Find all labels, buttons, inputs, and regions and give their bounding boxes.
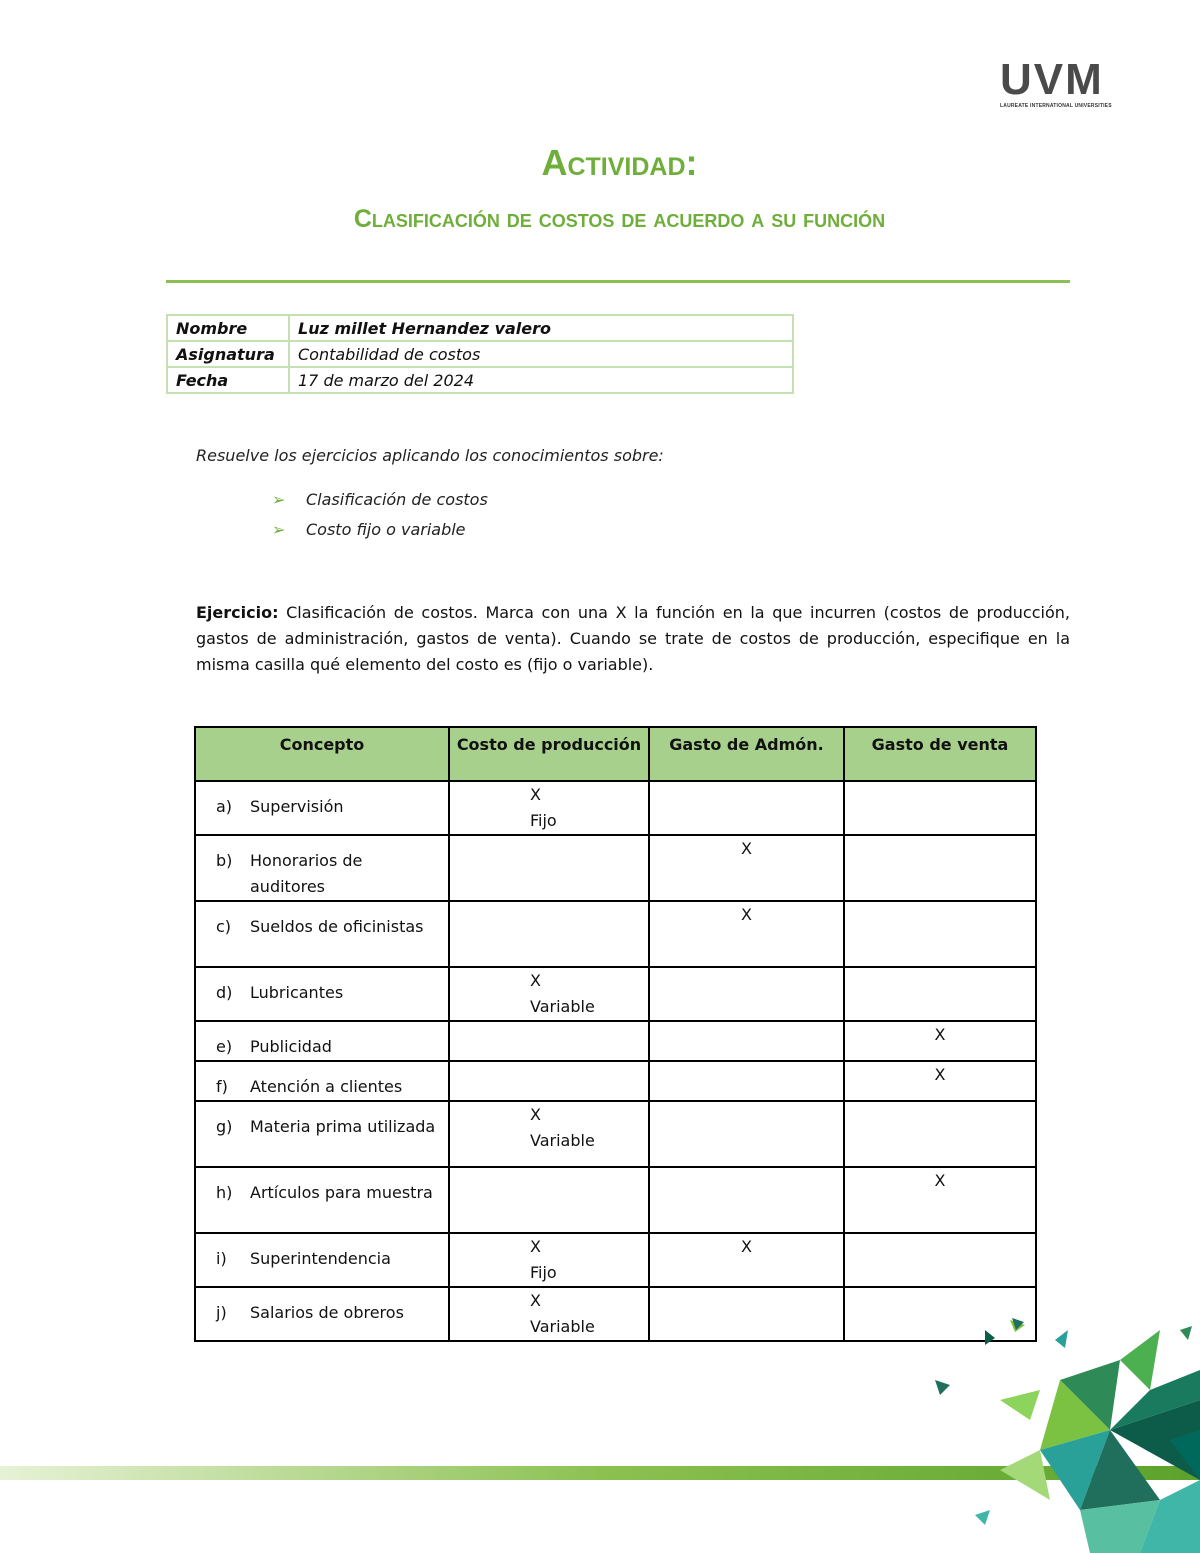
concept-name: Materia prima utilizada bbox=[250, 1117, 436, 1136]
concept-name: Supervisión bbox=[250, 797, 344, 816]
sales-mark: X bbox=[934, 1171, 946, 1190]
concept-name: Superintendencia bbox=[250, 1249, 391, 1268]
info-label: Nombre bbox=[167, 315, 289, 341]
concept-name: Sueldos de oficinistas bbox=[250, 917, 424, 936]
concept-name: Honorarios de auditores bbox=[250, 851, 363, 896]
cost-type: Variable bbox=[530, 1131, 595, 1150]
sales-mark: X bbox=[934, 1065, 946, 1084]
concept-letter: j) bbox=[216, 1303, 227, 1322]
page-subtitle: Clasificación de costos de acuerdo a su función bbox=[353, 205, 886, 233]
concept-letter: g) bbox=[216, 1117, 233, 1136]
concept-name: Publicidad bbox=[250, 1037, 332, 1056]
production-mark: X bbox=[530, 1237, 541, 1256]
admin-mark: X bbox=[741, 1237, 752, 1256]
logo-subtitle: LAUREATE INTERNATIONAL UNIVERSITIES bbox=[1000, 103, 1112, 109]
cost-type: Fijo bbox=[530, 1263, 557, 1282]
production-mark: X bbox=[530, 1105, 541, 1124]
concept-letter: d) bbox=[216, 983, 233, 1002]
concept-name: Artículos para muestra bbox=[250, 1183, 433, 1202]
concept-letter: f) bbox=[216, 1077, 228, 1096]
column-header: Gasto de Admón. bbox=[649, 727, 844, 781]
sales-mark: X bbox=[934, 1025, 946, 1044]
concept-letter: b) bbox=[216, 851, 233, 870]
info-value: 17 de marzo del 2024 bbox=[289, 367, 793, 393]
concept-name: Salarios de obreros bbox=[250, 1303, 404, 1322]
concept-name: Lubricantes bbox=[250, 983, 344, 1002]
cost-type: Fijo bbox=[530, 811, 557, 830]
info-value: Luz millet Hernandez valero bbox=[289, 315, 793, 341]
list-item-text: Costo fijo o variable bbox=[306, 520, 466, 539]
admin-mark: X bbox=[741, 839, 752, 858]
admin-mark: X bbox=[741, 905, 752, 924]
info-label: Asignatura bbox=[167, 341, 289, 367]
column-header: Gasto de venta bbox=[844, 727, 1036, 781]
list-item-text: Clasificación de costos bbox=[306, 490, 488, 509]
column-header: Concepto bbox=[195, 727, 449, 781]
production-mark: X bbox=[530, 785, 541, 804]
concept-letter: a) bbox=[216, 797, 233, 816]
production-mark: X bbox=[530, 971, 541, 990]
cost-type: Variable bbox=[530, 1317, 595, 1336]
info-label: Fecha bbox=[167, 367, 289, 393]
concept-name: Atención a clientes bbox=[250, 1077, 403, 1096]
column-header: Costo de producción bbox=[449, 727, 649, 781]
logo-text: UVM bbox=[1000, 55, 1104, 104]
production-mark: X bbox=[530, 1291, 541, 1310]
info-value: Contabilidad de costos bbox=[289, 341, 793, 367]
concept-letter: h) bbox=[216, 1183, 233, 1202]
arrow-bullet-icon: ➢ bbox=[272, 520, 286, 539]
exercise-label: Ejercicio: bbox=[196, 603, 279, 622]
concept-letter: i) bbox=[216, 1249, 227, 1268]
cost-type: Variable bbox=[530, 997, 595, 1016]
geometric-shapes-icon bbox=[935, 1318, 1200, 1553]
instructions-intro: Resuelve los ejercicios aplicando los conocimientos sobre: bbox=[196, 446, 664, 465]
concept-letter: e) bbox=[216, 1037, 233, 1056]
arrow-bullet-icon: ➢ bbox=[272, 490, 286, 509]
exercise-text: Clasificación de costos. Marca con una X la función en la que incurren (costos de producción, gastos de administración, gastos de venta). Cuando se trate de costos de producción, especifique en la misma casilla qué elemento del costo es (fijo o variable). bbox=[196, 603, 1070, 674]
page-title: Actividad: bbox=[541, 142, 698, 183]
concept-letter: c) bbox=[216, 917, 232, 936]
